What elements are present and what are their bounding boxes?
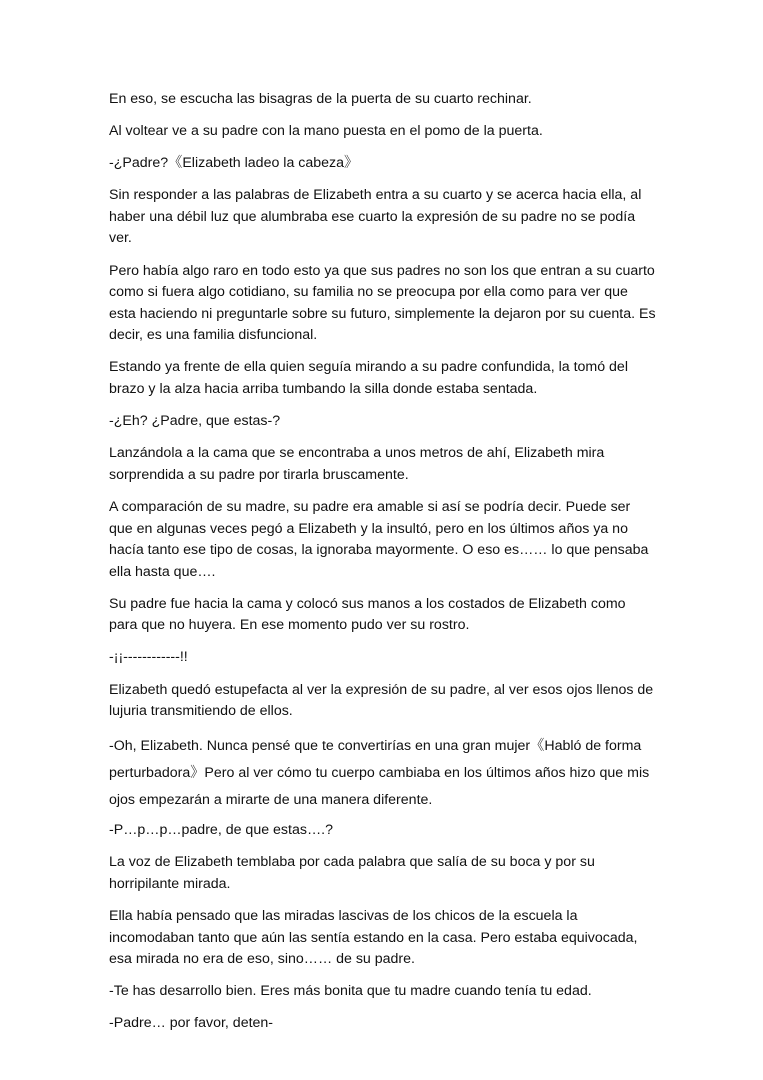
paragraph: Lanzándola a la cama que se encontraba a unos metros de ahí, Elizabeth mira sorprendida a su padre por tirarla bruscamente. — [109, 445, 605, 483]
paragraph: Estando ya frente de ella quien seguía mirando a su padre confundida, la tomó del brazo y la alza hacia arriba tumbando la silla donde estaba sentada. — [109, 359, 628, 398]
paragraph: -¿Padre?《Elizabeth ladeo la cabeza》 — [109, 155, 359, 172]
paragraph: -¡¡------------!! — [109, 649, 188, 666]
paragraph: -P…p…p…padre, de que estas….? — [109, 822, 333, 839]
paragraph: Sin responder a las palabras de Elizabeth entra a su cuarto y se acerca hacia ella, al haber una débil luz que alumbraba ese cuarto la expresión de su padre no se podía ver. — [109, 187, 642, 247]
paragraph: En eso, se escucha las bisagras de la puerta de su cuarto rechinar. — [109, 91, 532, 107]
paragraph: -Padre… por favor, deten- — [109, 1015, 274, 1032]
paragraph: Pero había algo raro en todo esto ya que sus padres no son los que entran a su cuarto como si fuera algo cotidiano, su familia no se preocupa por ella como para ver que esta haciendo ni preguntarle sobre su futuro, simplemente la dejaron por su cuenta. Es decir, es una familia disfuncional. — [109, 262, 656, 344]
paragraph: Ella había pensado que las miradas lascivas de los chicos de la escuela la incomodaban tanto que aún las sentía estando en la casa. Pero estaba equivocada, esa mirada no era de eso, sino…… de su padre. — [109, 908, 638, 968]
paragraph: -Oh, Elizabeth. Nunca pensé que te convertirías en una gran mujer《Habló de forma perturbadora》Pero al ver cómo tu cuerpo cambiaba en los últimos años hizo que mis ojos empezarán a mirarte de una manera diferente. — [109, 738, 650, 809]
paragraph: Su padre fue hacia la cama y colocó sus manos a los costados de Elizabeth como para que no huyera. En ese momento pudo ver su rostro. — [109, 595, 626, 634]
paragraph: A comparación de su madre, su padre era amable si así se podría decir. Puede ser que en algunas veces pegó a Elizabeth y la insultó, pero en los últimos años ya no hacía tanto ese tipo de cosas, la ignoraba mayormente. O eso es…… lo que pensaba ella hasta que…. — [109, 498, 649, 580]
paragraph: -¿Eh? ¿Padre, que estas-? — [109, 413, 281, 430]
paragraph: La voz de Elizabeth temblaba por cada palabra que salía de su boca y por su horripilante mirada. — [109, 854, 595, 892]
paragraph: Elizabeth quedó estupefacta al ver la expresión de su padre, al ver esos ojos llenos de lujuria transmitiendo de ellos. — [109, 681, 654, 720]
paragraph: -Te has desarrollo bien. Eres más bonita que tu madre cuando tenía tu edad. — [109, 983, 592, 1000]
document-body — [109, 89, 657, 1046]
paragraph: Al voltear ve a su padre con la mano puesta en el pomo de la puerta. — [109, 123, 543, 140]
